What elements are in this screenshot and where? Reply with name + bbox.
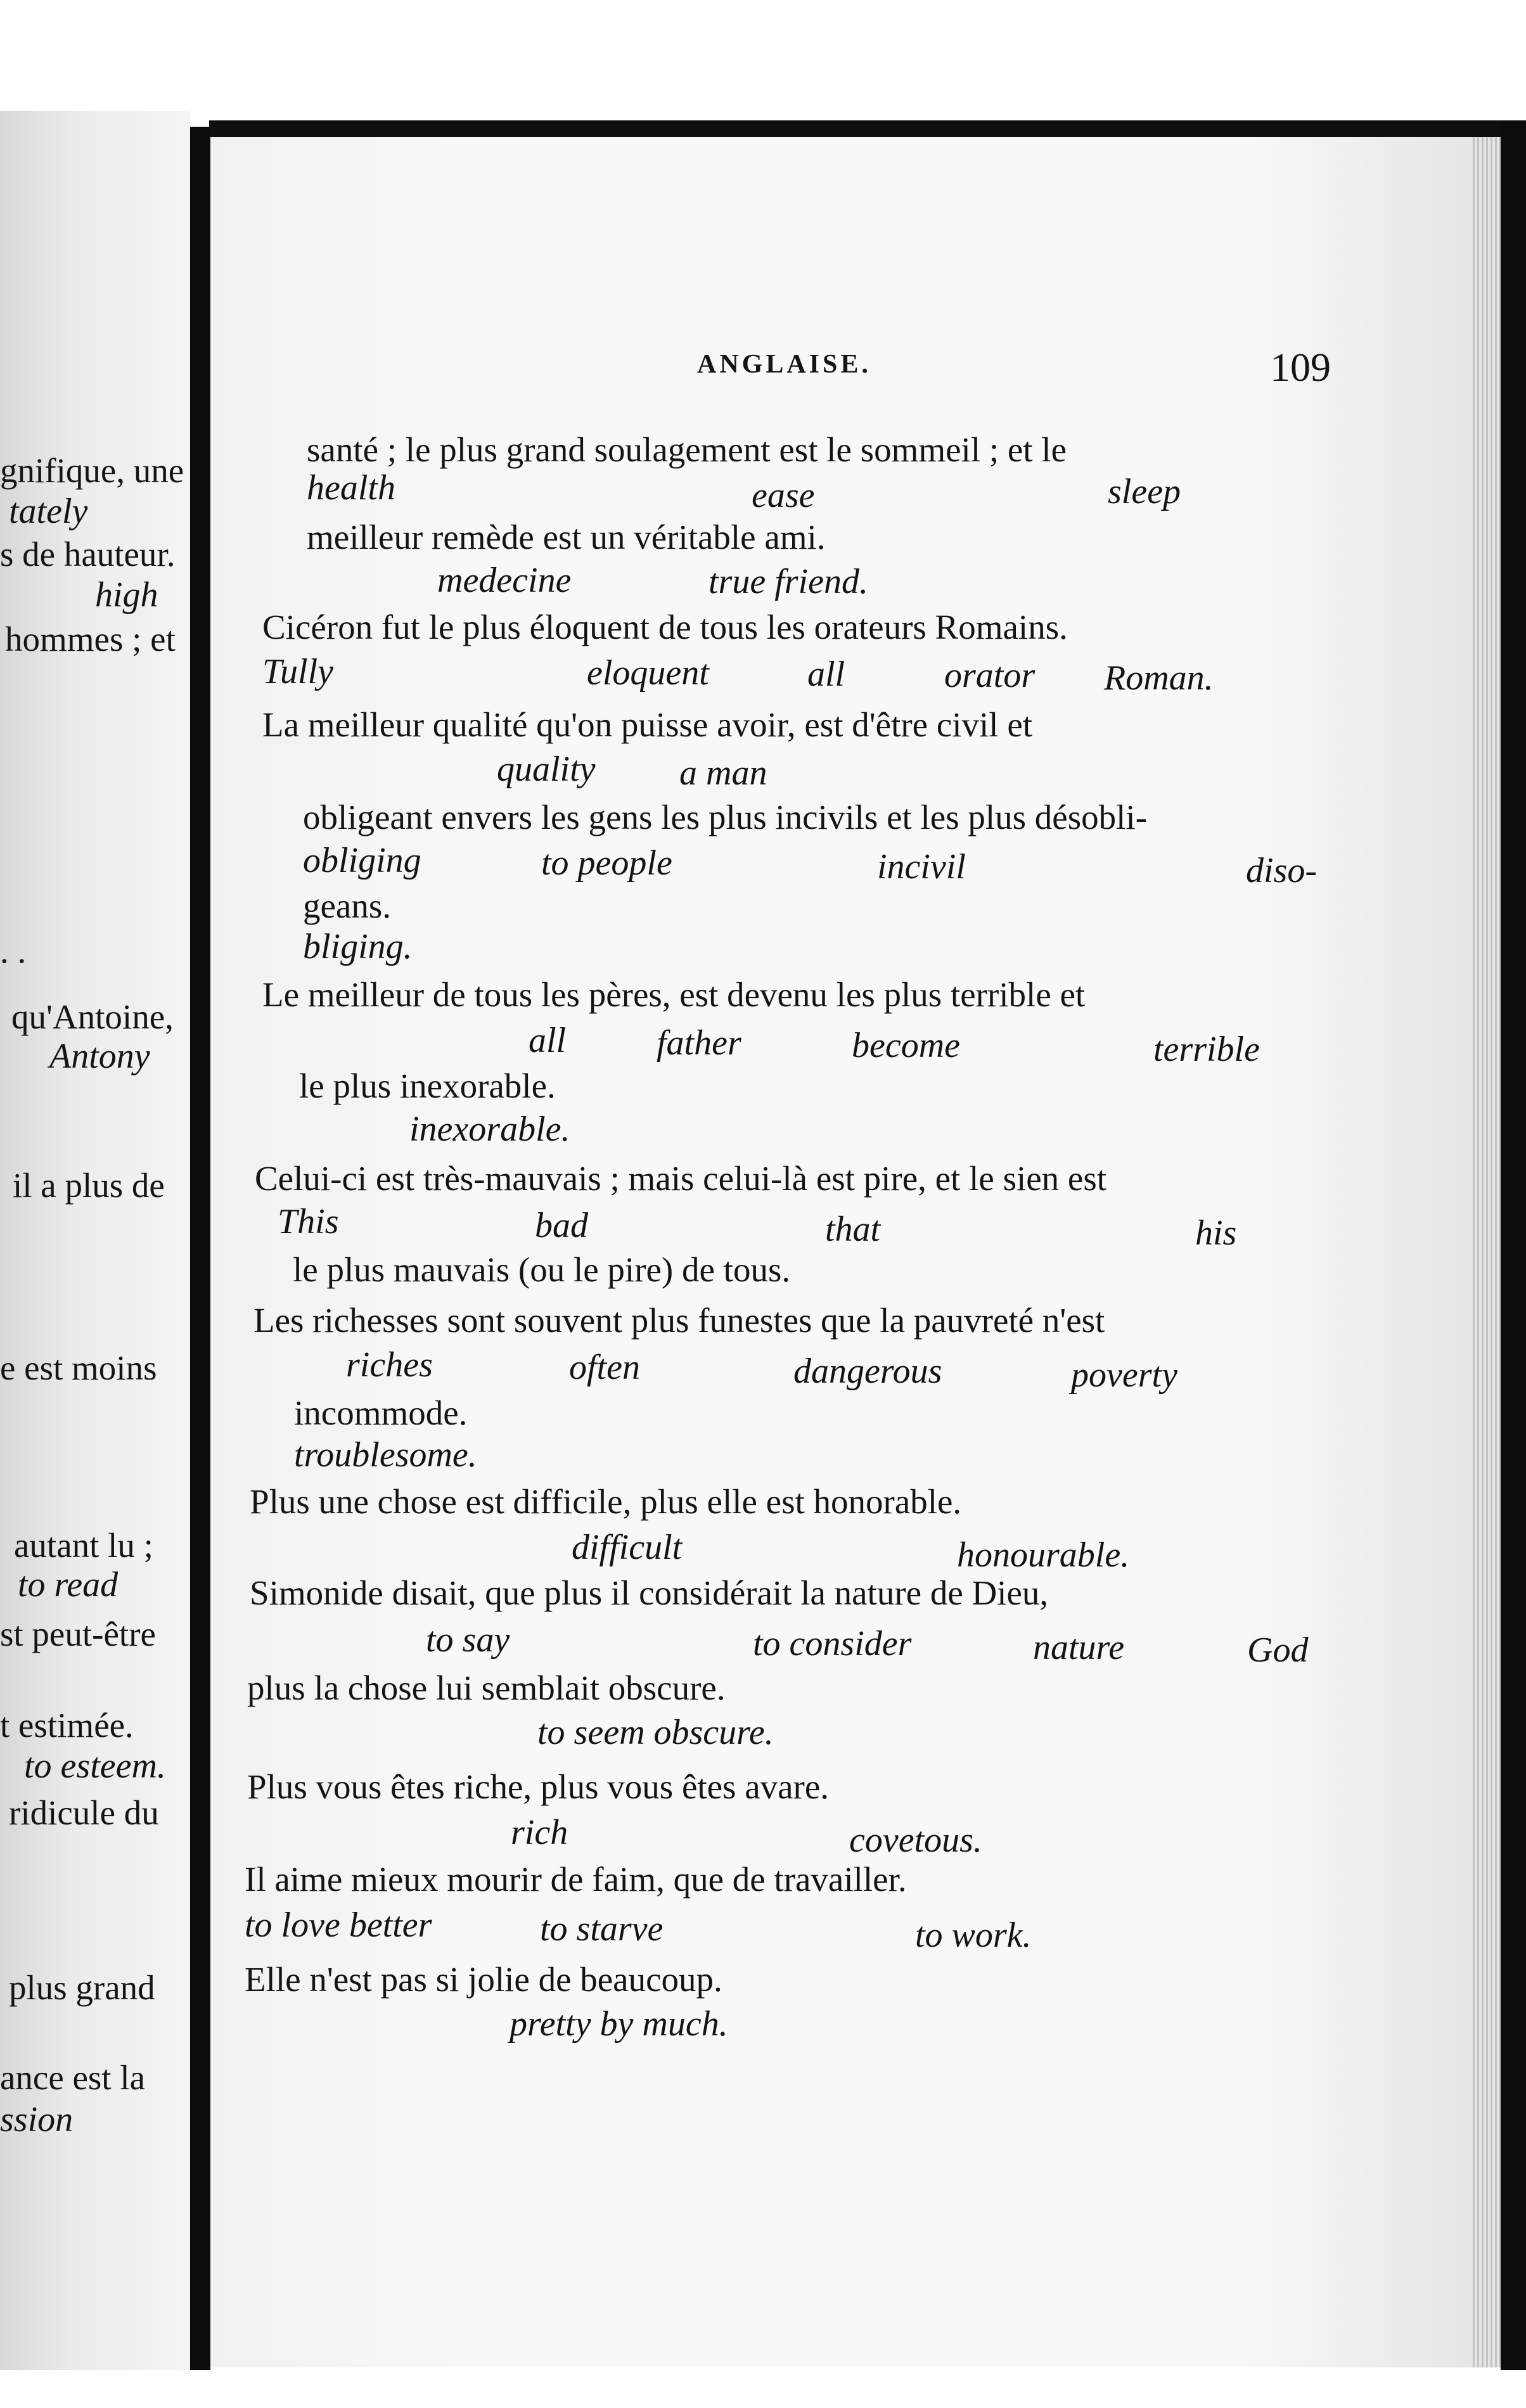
left-fragment: plus grand xyxy=(9,1968,155,2007)
english-gloss: obliging xyxy=(303,841,421,880)
english-gloss: to people xyxy=(541,843,672,883)
left-fragment: il a plus de xyxy=(13,1166,165,1205)
left-fragment: . . xyxy=(0,932,27,970)
english-gloss: often xyxy=(569,1348,640,1387)
english-gloss: to seem obscure. xyxy=(537,1713,774,1752)
english-gloss: quality xyxy=(497,750,596,789)
english-gloss: rich xyxy=(511,1813,568,1852)
french-line: plus la chose lui semblait obscure. xyxy=(247,1668,726,1707)
top-background xyxy=(190,0,1526,127)
english-gloss: God xyxy=(1247,1630,1309,1670)
french-line: Celui-ci est très-mauvais ; mais celui-là est pire, et le sien est xyxy=(255,1159,1107,1198)
english-gloss: sleep xyxy=(1108,472,1181,511)
page-109 xyxy=(210,137,1501,2367)
left-fragment: autant lu ; xyxy=(14,1526,153,1565)
french-line: le plus inexorable. xyxy=(299,1066,556,1105)
english-gloss: nature xyxy=(1033,1628,1125,1667)
french-line: Elle n'est pas si jolie de beaucoup. xyxy=(245,1960,722,1999)
english-gloss: riches xyxy=(346,1345,433,1385)
english-gloss: troublesome. xyxy=(294,1435,477,1475)
english-gloss: terrible xyxy=(1153,1030,1260,1069)
left-fragment: e est moins xyxy=(0,1348,157,1387)
english-gloss: difficult xyxy=(572,1528,683,1567)
french-line: le plus mauvais (ou le pire) de tous. xyxy=(293,1250,791,1289)
bottom-background xyxy=(0,2370,1526,2408)
left-fragment: high xyxy=(95,575,158,615)
french-line: Cicéron fut le plus éloquent de tous les orateurs Romains. xyxy=(262,608,1068,646)
english-gloss: to love better xyxy=(245,1905,432,1945)
english-gloss: pretty by much. xyxy=(510,2004,728,2044)
french-line: Le meilleur de tous les pères, est devenu les plus terrible et xyxy=(262,975,1086,1014)
english-gloss: bliging. xyxy=(303,927,413,966)
english-gloss: incivil xyxy=(877,847,966,887)
french-line: Simonide disait, que plus il considérait la nature de Dieu, xyxy=(250,1573,1049,1612)
right-edge-shadow xyxy=(1501,120,1526,2376)
french-line: Plus une chose est difficile, plus elle est honorable. xyxy=(250,1482,962,1521)
french-line: santé ; le plus grand soulagement est le sommeil ; et le xyxy=(307,430,1067,469)
left-fragment: to esteem. xyxy=(24,1746,166,1786)
french-line: geans. xyxy=(303,887,391,925)
english-gloss: father xyxy=(657,1023,741,1063)
english-gloss: diso- xyxy=(1246,851,1317,890)
left-fragment: ridicule du xyxy=(9,1793,159,1832)
english-gloss: orator xyxy=(944,656,1036,695)
english-gloss: eloquent xyxy=(587,653,709,693)
english-gloss: honourable. xyxy=(957,1535,1130,1575)
left-fragment: qu'Antoine, xyxy=(11,997,174,1036)
french-line: Il aime mieux mourir de faim, que de travailler. xyxy=(245,1860,907,1899)
english-gloss: true friend. xyxy=(708,562,868,601)
english-gloss: Tully xyxy=(262,652,334,691)
french-line: meilleur remède est un véritable ami. xyxy=(307,518,826,556)
english-gloss: poverty xyxy=(1071,1355,1177,1395)
left-fragment: st peut-être xyxy=(0,1615,156,1653)
french-line: obligeant envers les gens les plus incivils et les plus désobli- xyxy=(303,798,1148,836)
english-gloss: This xyxy=(278,1202,339,1241)
left-fragment: t estimée. xyxy=(0,1706,134,1745)
book-spine-shadow xyxy=(190,127,210,2408)
english-gloss: inexorable. xyxy=(409,1110,570,1149)
french-line: incommode. xyxy=(294,1393,468,1432)
english-gloss: bad xyxy=(535,1206,588,1245)
english-gloss: covetous. xyxy=(849,1821,982,1860)
english-gloss: a man xyxy=(679,753,767,793)
french-line: Plus vous êtes riche, plus vous êtes avare. xyxy=(247,1767,830,1806)
left-fragment: ssion xyxy=(0,2100,74,2139)
page-number: 109 xyxy=(1270,345,1331,390)
english-gloss: health xyxy=(307,468,395,508)
english-gloss: to consider xyxy=(753,1624,912,1663)
running-header: ANGLAISE. xyxy=(697,350,871,379)
english-gloss: to say xyxy=(426,1620,510,1660)
left-fragment: ance est la xyxy=(0,2058,146,2097)
english-gloss: his xyxy=(1195,1214,1237,1253)
left-fragment: to read xyxy=(18,1565,119,1604)
english-gloss: all xyxy=(529,1021,567,1060)
english-gloss: to starve xyxy=(540,1909,664,1949)
english-gloss: medecine xyxy=(437,561,572,600)
english-gloss: become xyxy=(852,1026,961,1065)
english-gloss: that xyxy=(825,1210,881,1249)
page-edge xyxy=(1473,137,1501,2367)
english-gloss: all xyxy=(807,655,845,694)
left-fragment: gnifique, une xyxy=(0,451,184,490)
english-gloss: dangerous xyxy=(793,1352,942,1391)
left-fragment: s de hauteur. xyxy=(0,535,176,573)
english-gloss: to work. xyxy=(915,1916,1032,1955)
top-edge-shadow xyxy=(209,120,1521,137)
left-fragment: tately xyxy=(9,492,88,531)
english-gloss: Roman. xyxy=(1104,658,1214,698)
english-gloss: ease xyxy=(752,476,815,515)
left-fragment: Antony xyxy=(49,1037,150,1076)
french-line: La meilleur qualité qu'on puisse avoir, est d'être civil et xyxy=(262,705,1033,744)
french-line: Les richesses sont souvent plus funestes que la pauvreté n'est xyxy=(253,1301,1105,1340)
left-fragment: hommes ; et xyxy=(5,620,176,658)
left-facing-page xyxy=(0,111,190,2370)
